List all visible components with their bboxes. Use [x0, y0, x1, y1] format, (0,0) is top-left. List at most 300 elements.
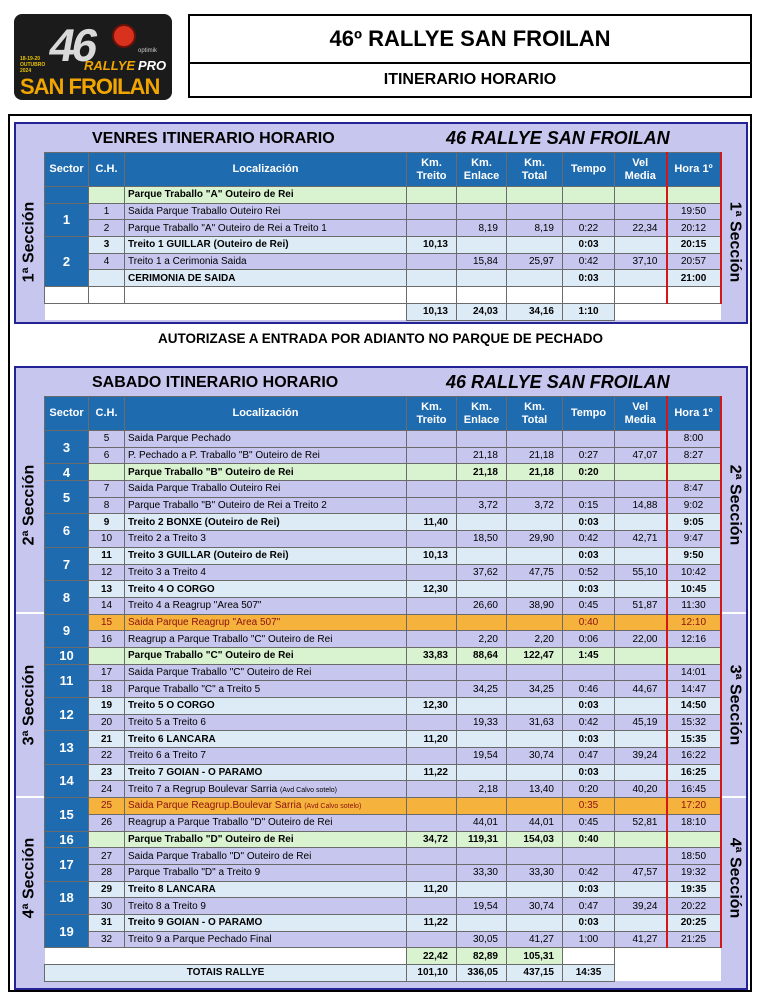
location-note: (Avd Calvo sotelo) [304, 803, 362, 811]
km-treito-cell: 10,13 [407, 547, 457, 564]
km-enlace-cell: 37,62 [457, 564, 507, 581]
km-enlace-cell [457, 547, 507, 564]
km-enlace-cell: 34,25 [457, 681, 507, 698]
hora-cell: 9:05 [667, 514, 721, 531]
ch-cell: 11 [89, 547, 125, 564]
total-kt: 101,10 [407, 965, 457, 982]
km-enlace-cell: 2,20 [457, 631, 507, 648]
hora-cell: 19:50 [667, 203, 721, 220]
table-row [45, 564, 721, 581]
tempo-cell: 0:40 [563, 614, 615, 631]
km-total-cell: 33,30 [507, 864, 563, 881]
vel-media-cell [615, 481, 667, 498]
hora-cell: 8:47 [667, 481, 721, 498]
km-treito-cell [407, 898, 457, 915]
location-cell: Treito 1 a Cerimonia Saida [125, 253, 407, 270]
sector-cell: 9 [45, 614, 89, 647]
vel-media-cell: 47,57 [615, 864, 667, 881]
table-row [45, 798, 721, 815]
ch-cell: 1 [89, 203, 125, 220]
km-enlace-cell [457, 731, 507, 748]
km-enlace-cell [457, 764, 507, 781]
vel-media-cell: 42,71 [615, 531, 667, 548]
vel-media-cell [615, 664, 667, 681]
page-subtitle: ITINERARIO HORARIO [383, 71, 557, 88]
tempo-cell: 0:46 [563, 681, 615, 698]
table-row [45, 898, 721, 915]
spacer-cell [45, 948, 407, 965]
km-total-cell [507, 764, 563, 781]
sector-cell: 13 [45, 731, 89, 764]
vel-media-cell: 22,00 [615, 631, 667, 648]
vel-media-cell: 22,34 [615, 220, 667, 237]
section-label: 4ª Sección [19, 837, 37, 919]
tempo-cell: 1:00 [563, 931, 615, 948]
km-treito-cell [407, 464, 457, 481]
vel-media-cell [615, 431, 667, 448]
totals-label: TOTAIS RALLYE [45, 965, 407, 982]
location-cell: P. Pechado a P. Traballo "B" Outeiro de Rei [125, 447, 407, 464]
section-divider [16, 796, 44, 798]
section-divider [16, 612, 44, 614]
ch-cell [89, 831, 125, 848]
location-cell: Treito 5 a Treito 6 [125, 714, 407, 731]
hora-cell: 10:42 [667, 564, 721, 581]
tempo-cell: 0:03 [563, 547, 615, 564]
hora-cell: 20:15 [667, 237, 721, 254]
total-tempo: 14:35 [563, 965, 615, 982]
km-total-cell: 21,18 [507, 464, 563, 481]
km-treito-cell [407, 664, 457, 681]
rally-logo [14, 14, 172, 100]
km-enlace-cell [457, 514, 507, 531]
spacer-cell [667, 965, 721, 982]
km-enlace-cell [457, 187, 507, 204]
km-enlace-cell: 44,01 [457, 814, 507, 831]
vel-media-cell: 40,20 [615, 781, 667, 798]
column-header: Hora 1º [667, 153, 721, 187]
hora-cell: 20:12 [667, 220, 721, 237]
sector-cell: 17 [45, 848, 89, 881]
hora-cell: 10:45 [667, 581, 721, 598]
hora-cell: 9:02 [667, 497, 721, 514]
hora-cell: 14:50 [667, 698, 721, 715]
km-enlace-cell: 8,19 [457, 220, 507, 237]
location-cell: Treito 2 a Treito 3 [125, 531, 407, 548]
column-header: Vel Media [615, 397, 667, 431]
tempo-cell [563, 287, 615, 304]
vel-media-cell [615, 881, 667, 898]
sector-cell: 11 [45, 664, 89, 697]
column-header: Vel Media [615, 153, 667, 187]
column-header: Localización [125, 153, 407, 187]
ch-cell: 24 [89, 781, 125, 798]
vel-media-cell [615, 798, 667, 815]
km-treito-cell: 11,22 [407, 914, 457, 931]
tempo-cell: 0:20 [563, 781, 615, 798]
hora-cell: 8:00 [667, 431, 721, 448]
column-header: Km. Total [507, 397, 563, 431]
location-text: Treito 7 a Regrup Boulevar Sarria [128, 783, 278, 795]
location-cell: Parque Traballo "B" Outeiro de Rei a Treito 2 [125, 497, 407, 514]
km-enlace-cell [457, 287, 507, 304]
location-cell: Treito 4 O CORGO [125, 581, 407, 598]
friday-table [44, 152, 722, 321]
ch-cell: 26 [89, 814, 125, 831]
ch-cell: 25 [89, 798, 125, 815]
ch-cell: 5 [89, 431, 125, 448]
km-treito-cell: 11,20 [407, 881, 457, 898]
hora-cell: 16:22 [667, 748, 721, 765]
tempo-cell: 0:03 [563, 764, 615, 781]
ch-cell [89, 287, 125, 304]
page-title: 46º RALLYE SAN FROILAN [190, 16, 750, 64]
column-header: Tempo [563, 397, 615, 431]
spacer-cell [667, 948, 721, 965]
location-cell: Parque Traballo "D" a Treito 9 [125, 864, 407, 881]
sector-cell: 14 [45, 764, 89, 797]
total-ktot: 34,16 [507, 303, 563, 320]
km-total-cell: 31,63 [507, 714, 563, 731]
vel-media-cell: 45,19 [615, 714, 667, 731]
km-total-cell: 8,19 [507, 220, 563, 237]
vel-media-cell [615, 237, 667, 254]
km-treito-cell: 11,22 [407, 764, 457, 781]
section-label: 3ª Sección [725, 664, 743, 746]
km-enlace-cell: 33,30 [457, 864, 507, 881]
friday-rally-name: 46 RALLYE SAN FROILAN [446, 128, 670, 148]
table-row [45, 531, 721, 548]
tempo-cell: 0:42 [563, 253, 615, 270]
sector-cell: 1 [45, 203, 89, 236]
table-row [45, 431, 721, 448]
km-enlace-cell: 19,54 [457, 748, 507, 765]
hora-cell: 20:22 [667, 898, 721, 915]
hora-cell: 8:27 [667, 447, 721, 464]
km-treito-cell [407, 270, 457, 287]
column-header: Km. Enlace [457, 153, 507, 187]
section-label: 1ª Sección [19, 201, 37, 283]
km-treito-cell [407, 253, 457, 270]
vel-media-cell: 52,81 [615, 814, 667, 831]
km-total-cell: 25,97 [507, 253, 563, 270]
location-cell: Treito 7 GOIAN - O PARAMO [125, 764, 407, 781]
section-label: 4ª Sección [725, 837, 743, 919]
tempo-cell: 0:42 [563, 531, 615, 548]
km-treito-cell [407, 614, 457, 631]
km-total-cell [507, 547, 563, 564]
tempo-cell [563, 203, 615, 220]
tempo-cell: 0:35 [563, 798, 615, 815]
hora-cell: 14:01 [667, 664, 721, 681]
saturday-table [44, 396, 722, 982]
tempo-cell [563, 664, 615, 681]
column-header: Sector [45, 153, 89, 187]
km-enlace-cell: 26,60 [457, 597, 507, 614]
location-cell [125, 287, 407, 304]
km-total-cell [507, 514, 563, 531]
ch-cell: 12 [89, 564, 125, 581]
logo-pro: PRO [138, 58, 167, 73]
table-row [45, 781, 721, 798]
logo-rallye: RALLYE [84, 58, 136, 73]
tempo-cell: 0:03 [563, 270, 615, 287]
km-treito-cell [407, 447, 457, 464]
table-row [45, 664, 721, 681]
tempo-cell: 0:47 [563, 898, 615, 915]
hora-cell: 19:32 [667, 864, 721, 881]
table-row [45, 187, 721, 204]
km-total-cell: 41,27 [507, 931, 563, 948]
vel-media-cell [615, 731, 667, 748]
sector-cell: 7 [45, 547, 89, 580]
section-label: 3ª Sección [19, 664, 37, 746]
vel-media-cell [615, 614, 667, 631]
km-total-cell [507, 914, 563, 931]
location-cell: Saida Parque Traballo Outeiro Rei [125, 481, 407, 498]
km-treito-cell: 34,72 [407, 831, 457, 848]
total-ke: 24,03 [457, 303, 507, 320]
km-treito-cell: 11,40 [407, 514, 457, 531]
location-cell [125, 781, 407, 798]
table-row [45, 864, 721, 881]
location-cell: Parque Traballo "C" a Treito 5 [125, 681, 407, 698]
spacer-cell [45, 303, 407, 320]
vel-media-cell: 47,07 [615, 447, 667, 464]
vel-media-cell: 39,24 [615, 898, 667, 915]
table-row [45, 848, 721, 865]
header-box [188, 14, 752, 98]
km-total-cell [507, 698, 563, 715]
vel-media-cell [615, 831, 667, 848]
total-ke: 82,89 [457, 948, 507, 965]
km-total-cell: 34,25 [507, 681, 563, 698]
tempo-cell: 0:03 [563, 581, 615, 598]
ch-cell [89, 464, 125, 481]
sector-cell: 16 [45, 831, 89, 848]
totals-row [45, 965, 721, 982]
table-row [45, 464, 721, 481]
total-ktot: 437,15 [507, 965, 563, 982]
hora-cell: 12:16 [667, 631, 721, 648]
km-treito-cell [407, 287, 457, 304]
steering-wheel-icon [112, 24, 136, 48]
column-header: Km. Total [507, 153, 563, 187]
sector-cell [45, 187, 89, 204]
table-row [45, 931, 721, 948]
km-treito-cell: 11,20 [407, 731, 457, 748]
km-total-cell: 122,47 [507, 647, 563, 664]
table-row [45, 814, 721, 831]
ch-cell: 15 [89, 614, 125, 631]
km-enlace-cell: 21,18 [457, 464, 507, 481]
km-enlace-cell [457, 481, 507, 498]
hora-cell: 11:30 [667, 597, 721, 614]
total-kt: 22,42 [407, 948, 457, 965]
section-divider [720, 612, 746, 614]
sector-cell: 15 [45, 798, 89, 831]
ch-cell: 7 [89, 481, 125, 498]
km-treito-cell: 12,30 [407, 698, 457, 715]
ch-cell: 14 [89, 597, 125, 614]
location-cell: Reagrup a Parque Traballo "D" Outeiro de Rei [125, 814, 407, 831]
ch-cell: 16 [89, 631, 125, 648]
table-row [45, 631, 721, 648]
table-row [45, 731, 721, 748]
section-label: 2ª Sección [725, 464, 743, 546]
total-ktot: 105,31 [507, 948, 563, 965]
column-header: Km. Enlace [457, 397, 507, 431]
km-enlace-cell [457, 664, 507, 681]
km-treito-cell [407, 431, 457, 448]
km-total-cell [507, 187, 563, 204]
km-total-cell [507, 798, 563, 815]
hora-cell: 15:35 [667, 731, 721, 748]
tempo-cell: 0:03 [563, 881, 615, 898]
km-enlace-cell [457, 614, 507, 631]
total-ke: 336,05 [457, 965, 507, 982]
location-cell: Treito 9 GOIAN - O PARAMO [125, 914, 407, 931]
tempo-cell: 0:03 [563, 237, 615, 254]
km-treito-cell [407, 848, 457, 865]
ch-cell [89, 187, 125, 204]
km-total-cell [507, 287, 563, 304]
location-cell: Treito 8 a Treito 9 [125, 898, 407, 915]
km-total-cell [507, 664, 563, 681]
ch-cell: 17 [89, 664, 125, 681]
tempo-cell: 0:03 [563, 914, 615, 931]
ch-cell: 30 [89, 898, 125, 915]
sector-cell: 19 [45, 914, 89, 947]
km-total-cell [507, 481, 563, 498]
location-cell: CERIMONIA DE SAIDA [125, 270, 407, 287]
vel-media-cell [615, 698, 667, 715]
tempo-cell [563, 187, 615, 204]
km-treito-cell [407, 481, 457, 498]
km-treito-cell [407, 203, 457, 220]
km-treito-cell [407, 931, 457, 948]
ch-cell: 27 [89, 848, 125, 865]
sector-cell: 5 [45, 481, 89, 514]
vel-media-cell [615, 270, 667, 287]
logo-dates: 18-19-20 OUTUBRO 2024 [20, 56, 46, 74]
vel-media-cell [615, 647, 667, 664]
spacer-cell [615, 948, 667, 965]
location-cell: Treito 5 O CORGO [125, 698, 407, 715]
hora-cell: 12:10 [667, 614, 721, 631]
km-enlace-cell [457, 581, 507, 598]
saturday-rally-name: 46 RALLYE SAN FROILAN [446, 372, 670, 392]
hora-cell: 21:25 [667, 931, 721, 948]
km-treito-cell [407, 597, 457, 614]
totals-row [45, 303, 721, 320]
location-cell: Parque Traballo "A" Outeiro de Rei a Treito 1 [125, 220, 407, 237]
location-text: Saida Parque Reagrup.Boulevar Sarria [128, 800, 302, 812]
logo-name: SAN FROILAN [20, 74, 160, 99]
km-total-cell [507, 614, 563, 631]
vel-media-cell [615, 514, 667, 531]
table-row [45, 597, 721, 614]
table-row [45, 220, 721, 237]
hora-cell: 16:45 [667, 781, 721, 798]
km-total-cell: 29,90 [507, 531, 563, 548]
section-label: 2ª Sección [19, 464, 37, 546]
table-row [45, 714, 721, 731]
tempo-cell: 0:03 [563, 731, 615, 748]
km-enlace-cell [457, 698, 507, 715]
km-treito-cell [407, 781, 457, 798]
tempo-cell: 0:52 [563, 564, 615, 581]
km-total-cell [507, 237, 563, 254]
sector-cell: 8 [45, 581, 89, 614]
hora-cell: 18:10 [667, 814, 721, 831]
km-total-cell [507, 203, 563, 220]
ch-cell: 31 [89, 914, 125, 931]
tempo-cell [563, 481, 615, 498]
location-cell: Treito 3 a Treito 4 [125, 564, 407, 581]
hora-cell: 17:20 [667, 798, 721, 815]
vel-media-cell [615, 848, 667, 865]
table-row [45, 547, 721, 564]
tempo-cell: 0:27 [563, 447, 615, 464]
tempo-cell: 0:47 [563, 748, 615, 765]
hora-cell [667, 287, 721, 304]
location-cell: Saida Parque Traballo Outeiro Rei [125, 203, 407, 220]
total-kt: 10,13 [407, 303, 457, 320]
km-enlace-cell [457, 914, 507, 931]
friday-title: VENRES ITINERARIO HORARIO [92, 130, 335, 147]
location-cell: Saida Parque Reagrup "Area 507" [125, 614, 407, 631]
vel-media-cell [615, 464, 667, 481]
table-row [45, 764, 721, 781]
spacer-cell [667, 303, 721, 320]
ch-cell: 4 [89, 253, 125, 270]
tempo-cell [563, 431, 615, 448]
location-cell: Parque Traballo "B" Outeiro de Rei [125, 464, 407, 481]
km-enlace-cell: 119,31 [457, 831, 507, 848]
hora-cell: 9:47 [667, 531, 721, 548]
location-cell [125, 798, 407, 815]
tempo-cell: 0:03 [563, 698, 615, 715]
vel-media-cell [615, 287, 667, 304]
column-header: Km. Treito [407, 153, 457, 187]
tempo-cell: 0:22 [563, 220, 615, 237]
tempo-cell: 0:42 [563, 864, 615, 881]
sector-cell: 12 [45, 698, 89, 731]
vel-media-cell: 41,27 [615, 931, 667, 948]
hora-cell [667, 831, 721, 848]
spacer-cell [615, 303, 667, 320]
ch-cell: 18 [89, 681, 125, 698]
km-treito-cell [407, 714, 457, 731]
vel-media-cell: 39,24 [615, 748, 667, 765]
km-treito-cell [407, 187, 457, 204]
km-enlace-cell: 88,64 [457, 647, 507, 664]
section-label: 1ª Sección [725, 201, 743, 283]
table-row [45, 203, 721, 220]
hora-cell: 16:25 [667, 764, 721, 781]
tempo-cell: 0:06 [563, 631, 615, 648]
location-cell: Treito 9 a Parque Pechado Final [125, 931, 407, 948]
tempo-cell: 0:15 [563, 497, 615, 514]
sector-cell [45, 287, 89, 304]
km-total-cell: 21,18 [507, 447, 563, 464]
ch-cell: 29 [89, 881, 125, 898]
vel-media-cell [615, 581, 667, 598]
km-total-cell: 154,03 [507, 831, 563, 848]
table-row [45, 514, 721, 531]
total-tempo [563, 948, 615, 965]
